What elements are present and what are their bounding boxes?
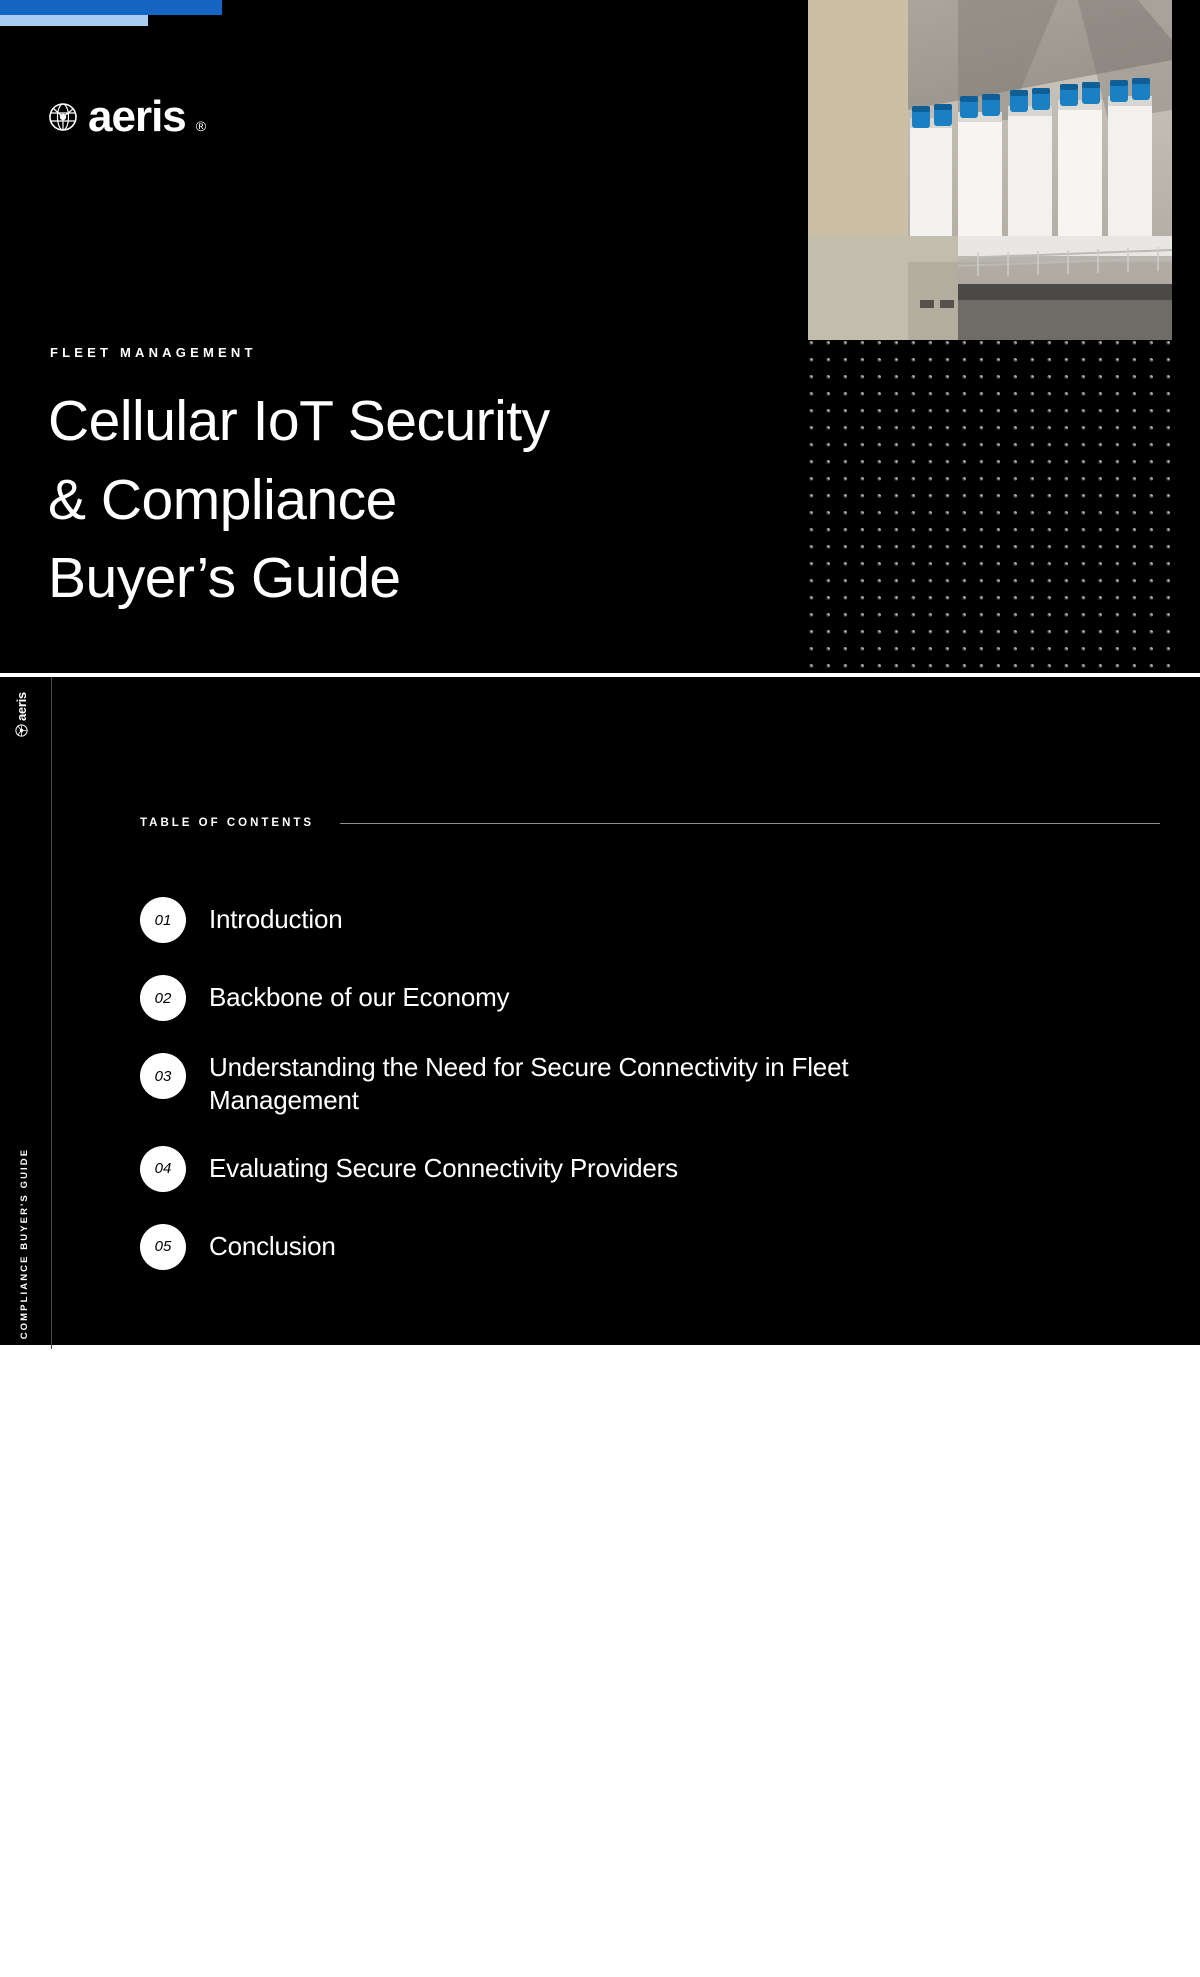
aeris-logo (48, 92, 207, 141)
list-item[interactable] (140, 1222, 1080, 1274)
list-item[interactable] (140, 1144, 1080, 1196)
toc-item-label[interactable]: Evaluating Secure Connectivity Providers (209, 1152, 678, 1183)
toc-item-number: 04 (140, 1146, 186, 1192)
title-line-2: & Compliance (48, 467, 397, 532)
toc-heading-row (140, 817, 1160, 829)
list-item[interactable] (140, 973, 1080, 1025)
title-line-1: Cellular IoT Security (48, 389, 550, 453)
aeris-wordmark: aeris (88, 92, 186, 141)
toc-item-number: 01 (140, 897, 186, 943)
list-item[interactable] (140, 895, 1080, 947)
title-line-3: Buyer’s Guide (48, 546, 401, 611)
page-title (48, 382, 550, 618)
page-number: 2 (20, 1971, 30, 1977)
rail-aeris-logo (14, 692, 29, 737)
toc-item-label[interactable]: Conclusion (209, 1230, 336, 1261)
accent-bar-secondary (0, 15, 148, 26)
toc-item-label[interactable]: Introduction (209, 904, 343, 934)
aeris-globe-icon (48, 102, 78, 132)
toc-heading: TABLE OF CONTENTS (140, 817, 315, 829)
dot-pattern (808, 340, 1172, 673)
cover-eyebrow: FLEET MANAGEMENT (50, 345, 257, 360)
rail-document-title: CELLULAR IOT SECURITY & COMPLIANCE BUYER'S GUIDE (19, 1147, 30, 1522)
toc-item-number: 02 (140, 975, 186, 1021)
accent-bar (0, 0, 230, 26)
toc-page (0, 673, 1200, 1977)
cover-page (0, 0, 1200, 673)
aeris-globe-icon-small (15, 724, 28, 737)
cover-photo (808, 0, 1172, 340)
accent-bar-primary (0, 0, 222, 15)
toc-item-number: 03 (140, 1053, 186, 1099)
toc-item-number: 05 (140, 1224, 186, 1270)
toc-divider (340, 823, 1160, 824)
registered-mark: ® (195, 118, 207, 134)
side-rail (0, 677, 52, 1977)
toc-item-label[interactable]: Backbone of our Economy (209, 982, 510, 1012)
page-gutter (0, 1345, 1200, 1551)
rail-wordmark: aeris (14, 692, 29, 721)
toc-item-label[interactable]: Understanding the Need for Secure Connectivity in Fleet Management (209, 1052, 849, 1116)
list-item[interactable] (140, 1051, 1080, 1118)
toc-list (140, 895, 1080, 1300)
